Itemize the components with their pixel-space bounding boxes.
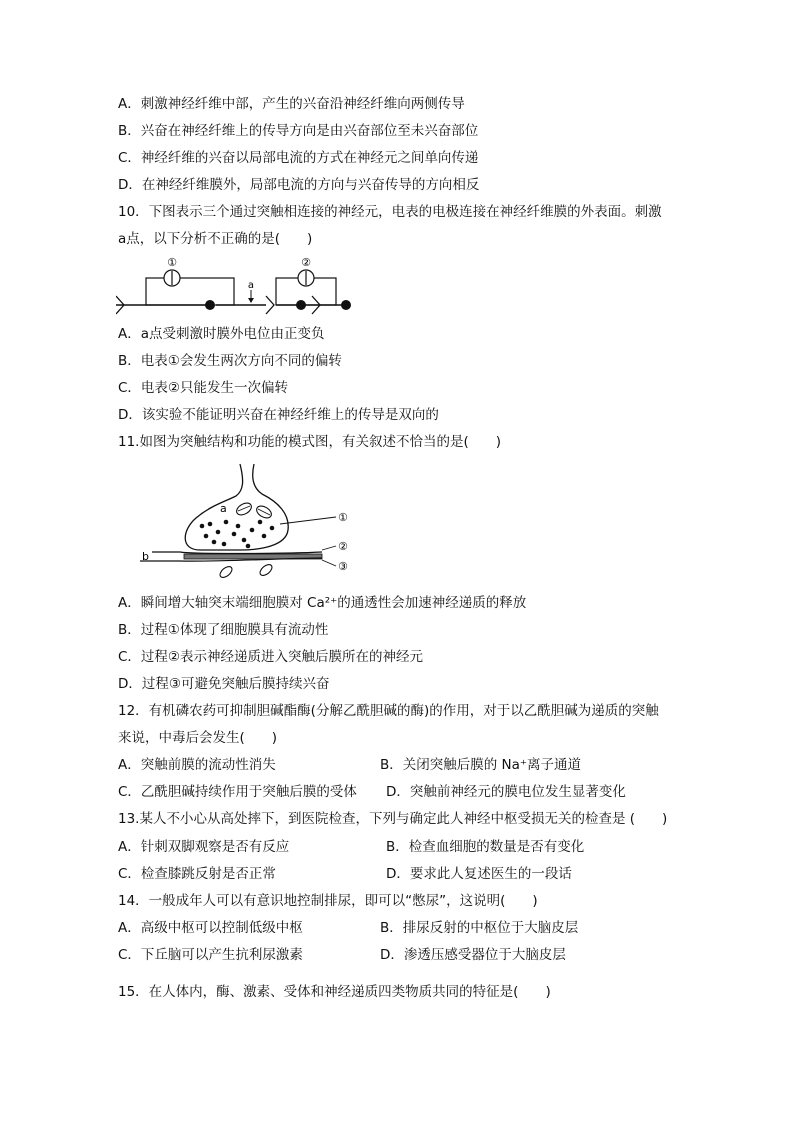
q11-option-c: C．过程②表示神经递质进入突触后膜所在的神经元 (118, 649, 424, 665)
q14-stem: 14．一般成年人可以有意识地控制排尿，即可以“憋尿”，这说明( ) (118, 893, 538, 909)
q12-option-d: D．突触前神经元的膜电位发生显著变化 (386, 784, 626, 800)
q14-option-a: A．高级中枢可以控制低级中枢 (118, 920, 303, 936)
q10-option-d: D．该实验不能证明兴奋在神经纤维上的传导是双向的 (118, 407, 439, 423)
q14-option-b: B．排尿反射的中枢位于大脑皮层 (380, 920, 579, 936)
q13-option-c: C．检查膝跳反射是否正常 (118, 866, 276, 882)
meter-2-label: ② (301, 256, 311, 269)
point-a-label: a (247, 280, 255, 291)
label-b: b (142, 550, 149, 563)
q13-stem: 13.某人不小心从高处摔下，到医院检查，下列与确定此人神经中枢受损无关的检查是 ( ) (118, 811, 668, 827)
q12-option-c: C．乙酰胆碱持续作用于突触后膜的受体 (118, 784, 357, 800)
q9-option-c: C．神经纤维的兴奋以局部电流的方式在神经元之间单向传递 (118, 150, 479, 166)
label-circle-1: ① (338, 511, 348, 524)
q14-option-d: D．渗透压感受器位于大脑皮层 (380, 947, 566, 963)
q10-stem-line1: 10．下图表示三个通过突触相连接的神经元，电表的电极连接在神经纤维膜的外表面。刺激 (118, 204, 662, 220)
q11-option-b: B．过程①体现了细胞膜具有流动性 (118, 622, 329, 638)
q9-option-a: A．刺激神经纤维中部，产生的兴奋沿神经纤维向两侧传导 (118, 96, 465, 112)
q10-stem-line2: a点，以下分析不正确的是( ) (118, 231, 313, 247)
meter-1-label: ① (167, 256, 177, 269)
q10-neuron-figure (116, 256, 366, 318)
q10-option-a: A．a点受刺激时膜外电位由正变负 (118, 326, 325, 342)
q13-option-d: D．要求此人复述医生的一段话 (386, 866, 572, 882)
q15-stem: 15．在人体内，酶、激素、受体和神经递质四类物质共同的特征是( ) (118, 984, 551, 1000)
q9-option-d: D．在神经纤维膜外，局部电流的方向与兴奋传导的方向相反 (118, 177, 480, 193)
q12-stem-line1: 12．有机磷农药可抑制胆碱酯酶(分解乙酰胆碱的酶)的作用，对于以乙酰胆碱为递质的突触 (118, 703, 659, 719)
q11-option-a: A．瞬间增大轴突末端细胞膜对 Ca²⁺的通透性会加速神经递质的释放 (118, 595, 527, 611)
label-a: a (220, 502, 227, 515)
q9-option-b: B．兴奋在神经纤维上的传导方向是由兴奋部位至未兴奋部位 (118, 123, 479, 139)
q12-option-a: A．突触前膜的流动性消失 (118, 757, 276, 773)
q10-option-b: B．电表①会发生两次方向不同的偏转 (118, 353, 342, 369)
synapse-fork-2 (266, 296, 274, 314)
q12-option-b: B．关闭突触后膜的 Na⁺离子通道 (380, 757, 582, 773)
label-circle-2: ② (338, 540, 348, 553)
q11-stem: 11.如图为突触结构和功能的模式图，有关叙述不恰当的是( ) (118, 434, 502, 450)
q11-option-d: D．过程③可避免突触后膜持续兴奋 (118, 676, 330, 692)
q10-option-c: C．电表②只能发生一次偏转 (118, 380, 289, 396)
label-circle-3: ③ (338, 560, 348, 573)
q14-option-c: C．下丘脑可以产生抗利尿激素 (118, 947, 303, 963)
q12-stem-line2: 来说，中毒后会发生( ) (118, 730, 278, 746)
q11-synapse-figure (140, 462, 355, 584)
q13-option-a: A．针刺双脚观察是否有反应 (118, 839, 290, 855)
q13-option-b: B．检查血细胞的数量是否有变化 (386, 839, 585, 855)
